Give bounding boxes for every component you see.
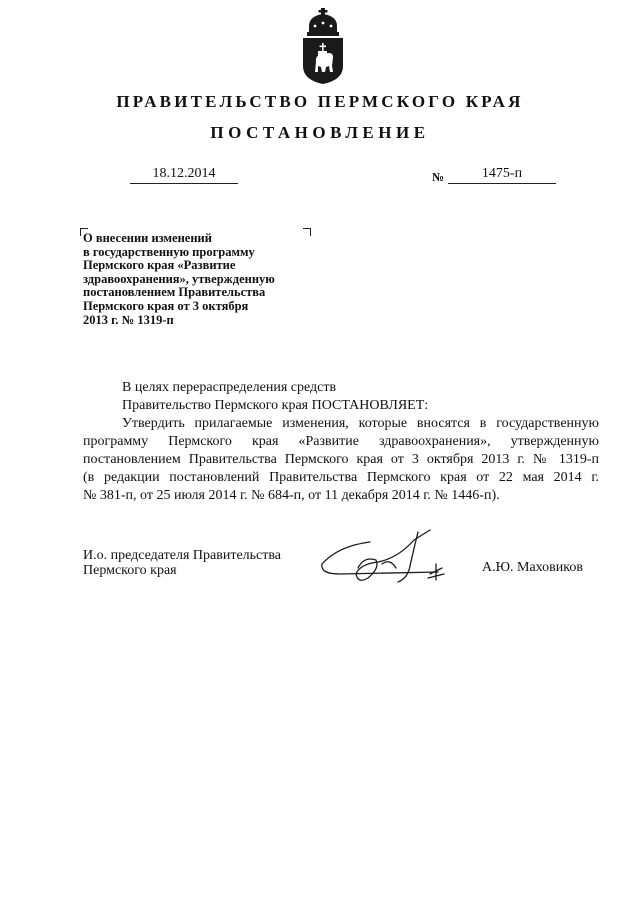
body-paragraph: Правительство Пермского края ПОСТАНОВЛЯЕТ: [122, 398, 429, 413]
document-subject [83, 232, 328, 327]
body-line: Утвердить прилагаемые изменения, которые вносятся в государственную [122, 416, 599, 431]
document-date: 18.12.2014 [130, 166, 238, 184]
handwritten-signature [318, 528, 460, 590]
signer-title [83, 549, 281, 578]
subject-line: О внесении изменений [83, 231, 212, 245]
subject-line: Пермского края от 3 октября [83, 298, 249, 313]
body-line: № 381-п, от 25 июля 2014 г. № 684-п, от 11 декабря 2014 г. № 1446-п). [83, 488, 500, 503]
document-number: 1475-п [448, 166, 556, 184]
document-body [83, 379, 599, 505]
signer-title-line: Пермского края [83, 562, 177, 578]
body-paragraph: В целях перераспределения средств [122, 380, 337, 395]
number-sign: № [432, 170, 445, 184]
body-paragraph-decree [83, 415, 599, 505]
body-line: (в редакции постановлений Правительства Пермского края от 22 мая 2014 г. [83, 470, 599, 485]
signer-title-line: И.о. председателя Правительства [83, 548, 282, 563]
document-type: ПОСТАНОВЛЕНИЕ [210, 123, 430, 142]
subject-line: здравоохранения», утвержденную [83, 271, 275, 286]
subject-line: в государственную программу [83, 244, 255, 259]
subject-line: Пермского края «Развитие [83, 258, 236, 273]
signer-name: А.Ю. Маховиков [482, 560, 583, 575]
government-title: ПРАВИТЕЛЬСТВО ПЕРМСКОГО КРАЯ [116, 92, 524, 111]
subject-line: постановлением Правительства [83, 285, 266, 300]
body-line: программу Пермского края «Развитие здравоохранения», утвержденную [83, 434, 599, 449]
body-line: постановлением Правительства Пермского края от 3 октября 2013 г. № 1319-п [83, 452, 599, 467]
subject-line: 2013 г. № 1319-п [83, 312, 174, 327]
coat-of-arms-icon [299, 8, 347, 84]
